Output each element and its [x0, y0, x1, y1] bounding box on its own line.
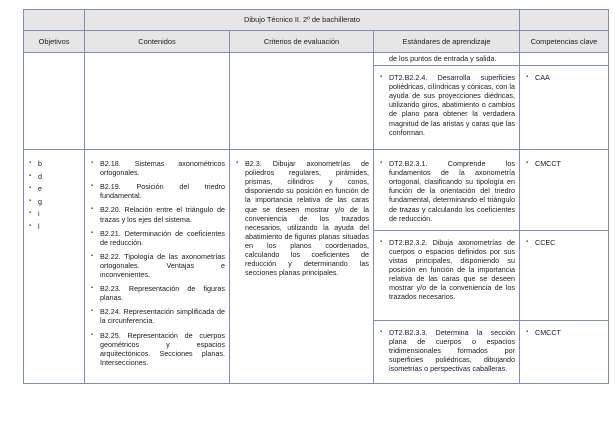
competencia-cell — [520, 230, 609, 320]
competencia-item: ▪ CCEC — [529, 238, 604, 247]
contenidos-cell-empty — [85, 53, 230, 150]
competencia-item: ▪ CAA — [529, 73, 604, 82]
criterios-cell-empty — [230, 53, 374, 150]
competencia-item: ▪ CMCCT — [529, 159, 604, 168]
estandar-item: ▪ DT2.B2.3.1. Comprende los fundamentos de la axonometría ortogonal, clasificando su tipología en función de la orientación del triedro fundamental, determinando el triángulo de trazas y calculando los coeficientes de reducción. — [383, 159, 515, 223]
column-header-contenidos: Contenidos — [85, 31, 230, 53]
competencia-cell — [520, 66, 609, 150]
estandar-item: ▪ DT2.B2.3.2. Dibuja axonometrías de cuerpos o espacios definidos por sus vistas principales, disponiendo su posición en función de la importancia relativa de las caras que se deseen mostrar y/o de la conveniencia de los trazados necesarios. — [383, 238, 515, 302]
column-header-objetivos: Objetivos — [24, 31, 85, 53]
competencia-cell — [520, 320, 609, 383]
curriculum-table — [23, 9, 609, 384]
header-blank-cell — [24, 10, 85, 31]
criterio-cell — [230, 150, 374, 384]
estandar-item: ▪ DT2.B2.2.4. Desarrolla superficies poliédricas, cilíndricas y cónicas, con la ayuda de sus proyecciones diédricas, utilizando giros, abatimiento o cambios de plano para obtener la verdadera magnitud de las aristas y caras que las conforman. — [383, 73, 515, 137]
estandar-cell — [374, 150, 520, 231]
contenido-item: ▪ B2.19. Posición del triedro fundamental. — [94, 182, 225, 200]
contenidos-cell — [85, 150, 230, 384]
objetivo-item: ▪ b — [32, 159, 80, 168]
column-header-criterios: Criterios de evaluación — [230, 31, 374, 53]
estandar-item: ▪ DT2.B2.3.3. Determina la sección plana de cuerpos o espacios tridimensionales formados por superficies poliédricas, dibujando isometrías o perspectivas caballeras. — [383, 328, 515, 373]
column-header-estandares: Estándares de aprendizaje — [374, 31, 520, 53]
estandar-continuation-cell — [374, 53, 520, 66]
contenido-item: ▪ B2.24. Representación simplificada de la circunferencia. — [94, 307, 225, 325]
objetivo-item: ▪ d — [32, 172, 80, 181]
estandar-cell — [374, 320, 520, 383]
column-header-competencias: Competencias clave — [520, 31, 609, 53]
objetivo-item: ▪ g — [32, 197, 80, 206]
contenido-item: ▪ B2.21. Determinación de coeficientes de reducción. — [94, 229, 225, 247]
estandar-cell — [374, 230, 520, 320]
contenido-item: ▪ B2.23. Representación de figuras planas. — [94, 284, 225, 302]
competencia-item: ▪ CMCCT — [529, 328, 604, 337]
contenido-item: ▪ B2.18. Sistemas axonométricos ortogonales. — [94, 159, 225, 177]
estandar-continuation-text: de los puntos de entrada y salida. — [389, 54, 497, 63]
contenido-item: ▪ B2.25. Representación de cuerpos geométricos y espacios arquitectónicos. Secciones planas. Intersecciones. — [94, 331, 225, 367]
objetivo-item: ▪ l — [32, 222, 80, 231]
objetivo-item: ▪ i — [32, 209, 80, 218]
header-blank-cell — [520, 10, 609, 31]
objetivos-cell-empty — [24, 53, 85, 150]
contenido-item: ▪ B2.20. Relación entre el triángulo de trazas y los ejes del sistema. — [94, 205, 225, 223]
competencia-cell — [520, 150, 609, 231]
contenido-item: ▪ B2.22. Tipología de las axonometrías ortogonales. Ventajas e inconvenientes. — [94, 252, 225, 279]
objetivos-cell — [24, 150, 85, 384]
objetivo-item: ▪ e — [32, 184, 80, 193]
criterio-item: ▪ B2.3. Dibujar axonometrías de poliedros regulares, pirámides, prismas, cilindros y conos, disponiendo su posición en función de la importancia relativa de las caras que se deseen mostrar y/o de la conveniencia de los trazados necesarios, utilizando la ayuda del abatimiento de figuras planas situadas en los planos coordenados, calculando los coeficientes de reducción y determinando las secciones planas principales. — [239, 159, 369, 277]
table-title: Dibujo Técnico II. 2º de bachillerato — [85, 10, 520, 31]
curriculum-table-container — [23, 9, 608, 399]
competencia-cell-empty — [520, 53, 609, 66]
estandar-cell — [374, 66, 520, 150]
